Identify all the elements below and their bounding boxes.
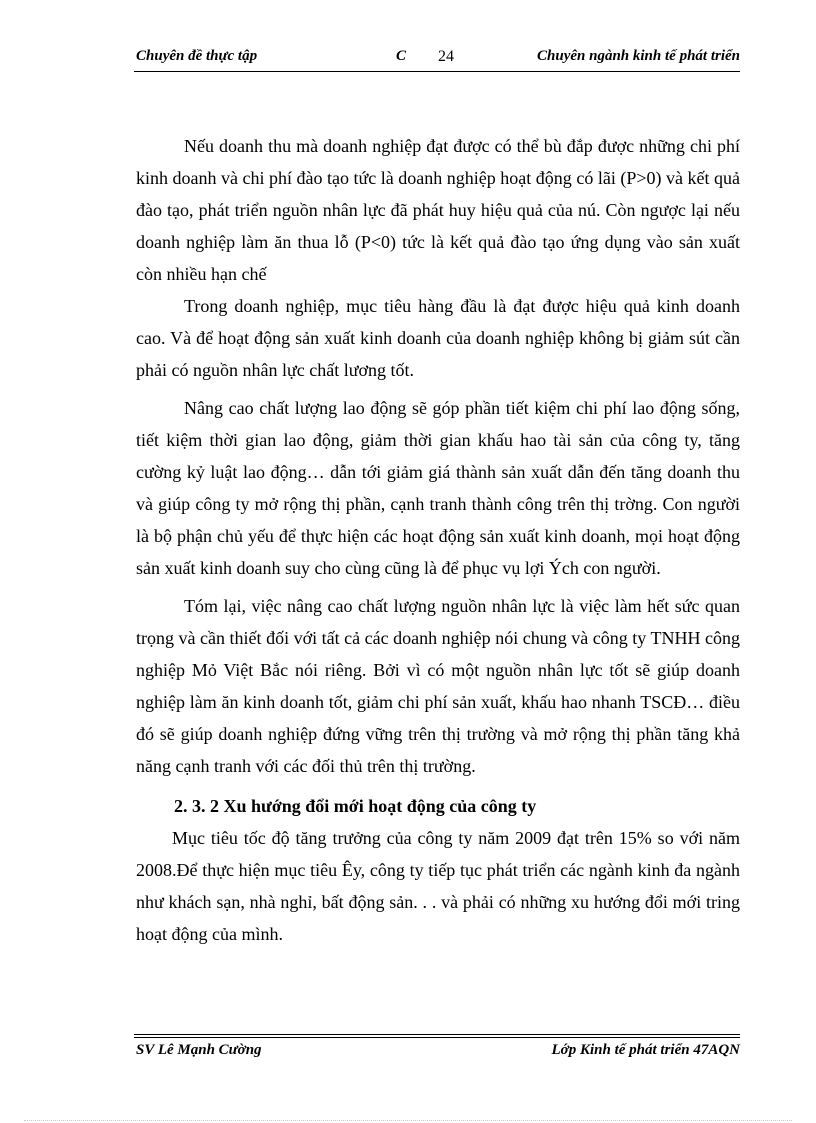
paragraph-growth-target: Mục tiêu tốc độ tăng trưởng của công ty năm 2009 đạt trên 15% so với năm 2008.Để thực hiện mục tiêu Êy, công ty tiếp tục phát triển các ngành kinh đa ngành như khách sạn, nhà nghỉ, bất động sản. . . và phải có những xu hướng đổi mới tring hoạt động của mình. (136, 828, 740, 944)
footer-student-name: SV Lê Mạnh Cường (136, 1042, 262, 1058)
header-letter: C (396, 48, 407, 64)
page-body (136, 130, 740, 950)
header-major: Chuyên ngành kinh tế phát triển (537, 48, 740, 64)
page-number: 24 (438, 48, 454, 65)
section-heading: 2. 3. 2 Xu hướng đổi mới hoạt động của công ty (174, 796, 537, 816)
paragraph-business-goal: Trong doanh nghiệp, mục tiêu hàng đầu là đạt được hiệu quả kinh doanh cao. Và để hoạt động sản xuất kinh doanh của doanh nghiệp không bị giảm sút cần phải có nguồn nhân lực chất lương tốt. (136, 296, 740, 380)
page-header (136, 48, 740, 70)
paragraph-conclusion: Tóm lại, việc nâng cao chất lượng nguồn nhân lực là việc làm hết sức quan trọng và cần thiết đối với tất cả các doanh nghiệp nói chung và công ty TNHH công nghiệp Mỏ Việt Bắc nói riêng. Bởi vì có một nguồn nhân lực tốt sẽ giúp doanh nghiệp làm ăn kinh doanh tốt, giảm chi phí sản xuất, khấu hao nhanh TSCĐ… điều đó sẽ giúp doanh nghiệp đứng vững trên thị trường và mở rộng thị phần tăng khả năng cạnh tranh với các đối thủ trên thị trường. (136, 596, 740, 776)
header-rule (134, 71, 740, 72)
paragraph-labor-quality: Nâng cao chất lượng lao động sẽ góp phần tiết kiệm chi phí lao động sống, tiết kiệm thời gian lao động, giảm thời gian khấu hao tài sản của công ty, tăng cường kỷ luật lao động… dẫn tới giảm giá thành sản xuất dẫn đến tăng doanh thu và giúp công ty mở rộng thị phần, cạnh tranh thành công trên thị trờng. Con người là bộ phận chủ yếu để thực hiện các hoạt động sản xuất kinh doanh, mọi hoạt động sản xuất kinh doanh suy cho cùng cũng là để phục vụ lợi Ých con người. (136, 398, 740, 578)
page-bottom-dotted-border (24, 1120, 792, 1121)
header-document-type: Chuyên đề thực tập (136, 48, 258, 64)
footer-class: Lớp Kinh tế phát triển 47AQN (551, 1042, 740, 1058)
footer-rule-bottom (134, 1037, 740, 1038)
paragraph-revenue: Nếu doanh thu mà doanh nghiệp đạt được có thể bù đắp được những chi phí kinh doanh và chi phí đào tạo tức là doanh nghiệp hoạt động có lãi (P>0) và kết quả đào tạo, phát triển nguồn nhân lực đã phát huy hiệu quả của nú. Còn ngược lại nếu doanh nghiệp làm ăn thua lỗ (P<0) tức là kết quả đào tạo ứng dụng vào sản xuất còn nhiều hạn chế (136, 136, 740, 284)
page-footer (136, 1042, 740, 1064)
footer-rule-top (134, 1034, 740, 1035)
